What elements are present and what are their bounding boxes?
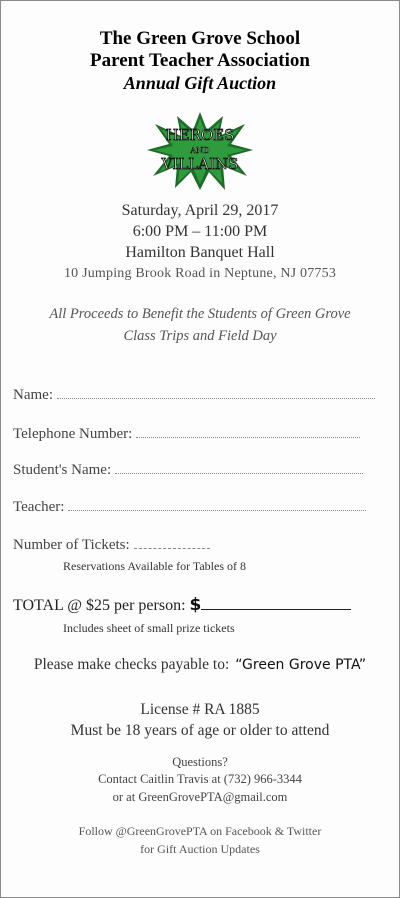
total-field[interactable] (13, 595, 351, 615)
school-name: The Green Grove School (99, 28, 301, 49)
age-requirement: Must be 18 years of age or older to attend (70, 722, 330, 739)
total-dollar-sign: $ (189, 595, 202, 615)
logo-word-3: VILLAINS (161, 155, 239, 173)
payment-label: Please make checks payable to: (33, 656, 230, 673)
prize-note: Includes sheet of small prize tickets (63, 621, 235, 635)
teacher-field[interactable] (13, 499, 366, 516)
license-number: License # RA 1885 (140, 701, 260, 718)
telephone-field[interactable] (13, 426, 360, 443)
teacher-label: Teacher: (13, 499, 65, 515)
questions-heading: Questions? (172, 755, 228, 769)
telephone-label: Telephone Number: (13, 426, 133, 442)
contact-phone: Contact Caitlin Travis at (732) 966-3344 (98, 772, 302, 786)
event-venue: Hamilton Banquet Hall (125, 244, 275, 261)
tickets-field[interactable] (13, 537, 210, 554)
heroes-villains-logo (145, 110, 255, 192)
payee-name: “Green Grove PTA” (235, 657, 367, 673)
tables-note: Reservations Available for Tables of 8 (63, 559, 246, 573)
teacher-line[interactable] (68, 509, 366, 511)
event-date: Saturday, April 29, 2017 (121, 202, 279, 219)
name-field[interactable] (13, 387, 375, 404)
event-address: 10 Jumping Brook Road in Neptune, NJ 07753 (63, 266, 337, 281)
starburst-logo-icon (145, 110, 255, 192)
student-name-line[interactable] (115, 472, 363, 474)
name-label: Name: (13, 387, 53, 403)
proceeds-line-1: All Proceeds to Benefit the Students of Green Grove (49, 306, 351, 322)
logo-word-1: HEROES (165, 126, 235, 144)
event-time: 6:00 PM – 11:00 PM (132, 223, 268, 240)
payment-instructions (1, 656, 399, 674)
social-updates: for Gift Auction Updates (140, 842, 260, 856)
tickets-label: Number of Tickets: (13, 537, 130, 553)
total-label: TOTAL @ $25 per person: (13, 597, 186, 614)
association-name: Parent Teacher Association (90, 50, 310, 71)
event-name: Annual Gift Auction (123, 73, 277, 93)
student-name-label: Student's Name: (13, 462, 112, 478)
contact-email: or at GreenGrovePTA@gmail.com (112, 790, 288, 804)
total-line[interactable] (201, 608, 351, 610)
social-follow: Follow @GreenGrovePTA on Facebook & Twitter (78, 824, 322, 838)
tickets-line[interactable] (134, 547, 210, 549)
student-name-field[interactable] (13, 462, 363, 479)
proceeds-line-2: Class Trips and Field Day (123, 328, 277, 344)
logo-word-2: AND (190, 146, 210, 155)
name-line[interactable] (57, 397, 375, 399)
telephone-line[interactable] (136, 436, 360, 438)
